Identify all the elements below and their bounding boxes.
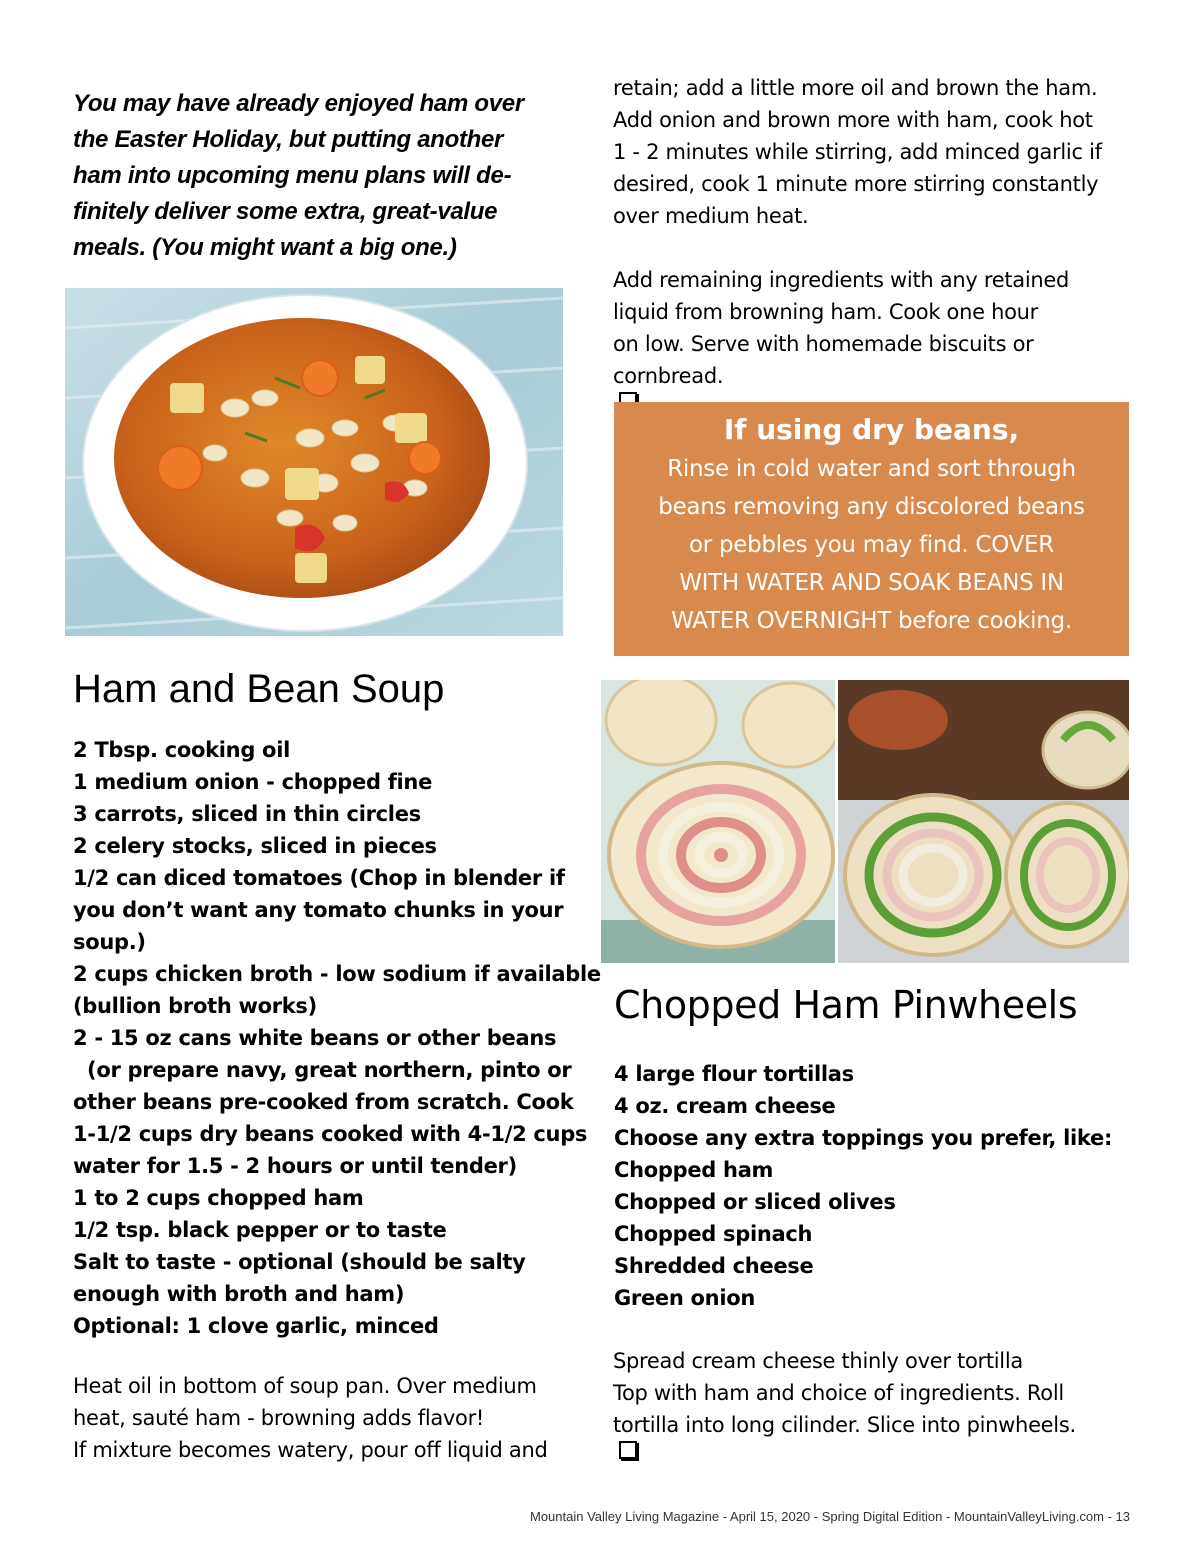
list-item: Chopped spinach xyxy=(614,1222,813,1246)
list-item: 1/2 tsp. black pepper or to taste xyxy=(73,1218,447,1242)
list-item: 1 to 2 cups chopped ham xyxy=(73,1186,364,1210)
list-item: 2 celery stocks, sliced in pieces xyxy=(73,834,437,858)
list-item: water for 1.5 - 2 hours or until tender) xyxy=(73,1154,517,1178)
list-item: (bullion broth works) xyxy=(73,994,317,1018)
pinwheels-ingredient-list xyxy=(614,1058,1174,1314)
callout-line: WATER OVERNIGHT before cooking. xyxy=(671,608,1072,634)
paragraph-line: desired, cook 1 minute more stirring constantly xyxy=(613,172,1099,196)
list-item: 4 oz. cream cheese xyxy=(614,1094,836,1118)
soup-directions xyxy=(73,1370,573,1466)
paragraph-line: retain; add a little more oil and brown the ham. xyxy=(613,76,1098,100)
dry-beans-callout xyxy=(614,402,1129,656)
list-item: Salt to taste - optional (should be salty xyxy=(73,1250,526,1274)
intro-line: meals. (You might want a big one.) xyxy=(73,234,457,261)
list-item: you don’t want any tomato chunks in your xyxy=(73,898,564,922)
list-item: Chopped ham xyxy=(614,1158,774,1182)
list-item: 2 Tbsp. cooking oil xyxy=(73,738,290,762)
list-item: (or prepare navy, great northern, pinto or xyxy=(73,1058,572,1082)
paragraph-line: Heat oil in bottom of soup pan. Over medium xyxy=(73,1374,537,1398)
list-item: Green onion xyxy=(614,1286,755,1310)
paragraph-line-text: tortilla into long cilinder. Slice into pinwheels. xyxy=(613,1413,1076,1437)
paragraph-line: heat, sauté ham - browning adds flavor! xyxy=(73,1406,485,1430)
intro-line: the Easter Holiday, but putting another xyxy=(73,126,504,153)
paragraph-line: Spread cream cheese thinly over tortilla xyxy=(613,1349,1023,1373)
callout-title: If using dry beans, xyxy=(723,413,1020,446)
list-item: 3 carrots, sliced in thin circles xyxy=(73,802,421,826)
intro-line: finitely deliver some extra, great-value xyxy=(73,198,498,225)
list-item: 4 large flour tortillas xyxy=(614,1062,854,1086)
pinwheels-recipe-title: Chopped Ham Pinwheels xyxy=(614,983,1078,1027)
callout-body xyxy=(614,450,1129,640)
list-item: 1 medium onion - chopped fine xyxy=(73,770,433,794)
paragraph-line: Top with ham and choice of ingredients. Roll xyxy=(613,1381,1064,1405)
list-item: 1-1/2 cups dry beans cooked with 4-1/2 cups xyxy=(73,1122,588,1146)
soup-directions-continued xyxy=(613,72,1173,232)
callout-line: beans removing any discolored beans xyxy=(658,494,1085,520)
paragraph-line: liquid from browning ham. Cook one hour xyxy=(613,300,1039,324)
list-item: Chopped or sliced olives xyxy=(614,1190,896,1214)
list-item: soup.) xyxy=(73,930,146,954)
soup-photo xyxy=(65,288,563,636)
paragraph-line: If mixture becomes watery, pour off liquid and xyxy=(73,1438,548,1462)
paragraph-line: Add remaining ingredients with any retained xyxy=(613,268,1070,292)
paragraph-line: over medium heat. xyxy=(613,204,809,228)
paragraph-line: on low. Serve with homemade biscuits or xyxy=(613,332,1034,356)
list-item: 2 - 15 oz cans white beans or other beans xyxy=(73,1026,557,1050)
list-item: Shredded cheese xyxy=(614,1254,814,1278)
pinwheels-directions xyxy=(613,1345,1173,1459)
list-item: enough with broth and ham) xyxy=(73,1282,405,1306)
list-item: 1/2 can diced tomatoes (Chop in blender if xyxy=(73,866,565,890)
callout-line: Rinse in cold water and sort through xyxy=(667,456,1076,482)
intro-paragraph xyxy=(73,86,563,266)
soup-directions-final xyxy=(613,264,1173,410)
pinwheel-photo-right xyxy=(838,680,1129,963)
paragraph-line-text: cornbread. xyxy=(613,364,724,388)
paragraph-line xyxy=(613,1409,1173,1459)
paragraph-line: Add onion and brown more with ham, cook hot xyxy=(613,108,1093,132)
list-item: Choose any extra toppings you prefer, like: xyxy=(614,1126,1113,1150)
intro-line: ham into upcoming menu plans will de- xyxy=(73,162,512,189)
pinwheel-photo-left xyxy=(601,680,835,963)
page-footer: Mountain Valley Living Magazine - April 15, 2020 - Spring Digital Edition - MountainValleyLiving.com - 13 xyxy=(530,1509,1130,1524)
end-mark-icon xyxy=(619,1441,637,1459)
intro-line: You may have already enjoyed ham over xyxy=(73,90,524,117)
paragraph-line: 1 - 2 minutes while stirring, add minced garlic if xyxy=(613,140,1102,164)
list-item: 2 cups chicken broth - low sodium if available xyxy=(73,962,601,986)
soup-ingredient-list xyxy=(73,734,601,1342)
callout-line: WITH WATER AND SOAK BEANS IN xyxy=(679,570,1064,596)
soup-recipe-title: Ham and Bean Soup xyxy=(73,667,445,711)
callout-line: or pebbles you may find. COVER xyxy=(689,532,1054,558)
list-item: Optional: 1 clove garlic, minced xyxy=(73,1314,439,1338)
list-item: other beans pre-cooked from scratch. Cook xyxy=(73,1090,574,1114)
